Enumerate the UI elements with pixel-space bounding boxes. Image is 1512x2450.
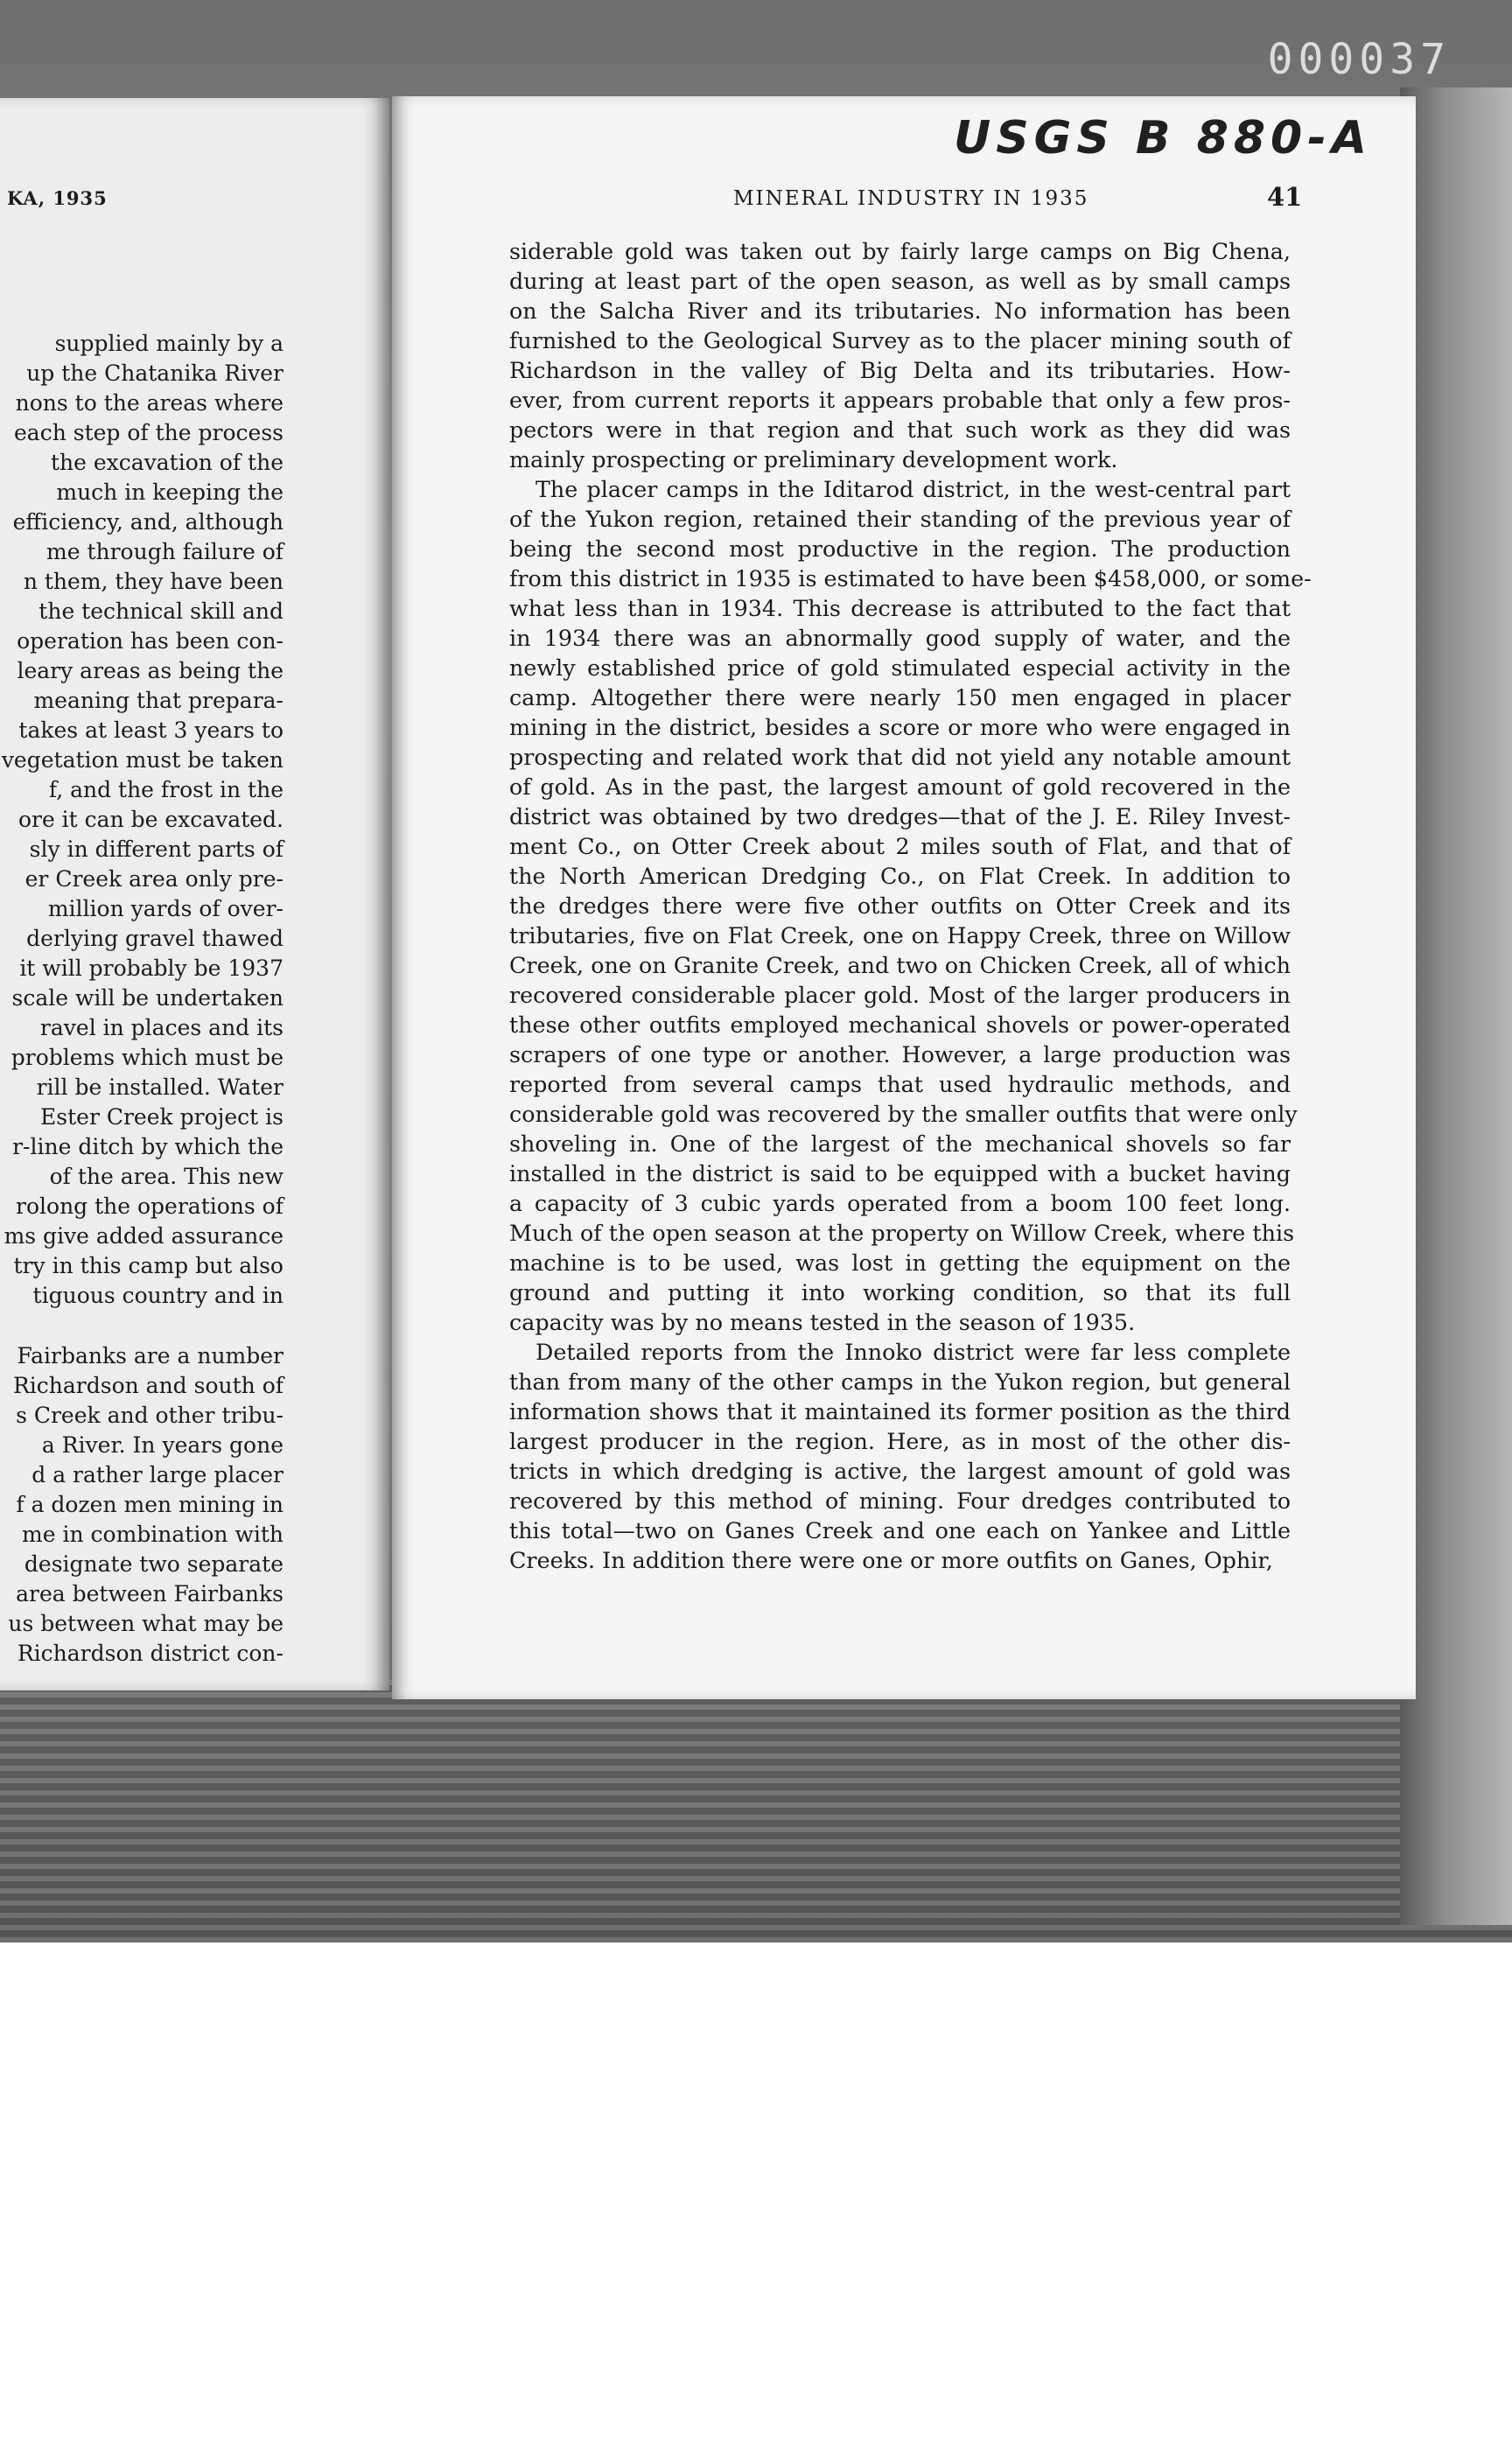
text-line: information shows that it maintained its former position as the third — [509, 1398, 1291, 1424]
text-line: Detailed reports from the Innoko district were far less complete — [536, 1339, 1291, 1365]
text-line: mainly prospecting or preliminary development work. — [509, 446, 1118, 472]
text-line: Richardson in the valley of Big Delta and its tributaries. How- — [509, 357, 1291, 383]
left-page-line: Richardson and south of — [12, 1373, 284, 1398]
left-page-line: me in combination with — [22, 1522, 284, 1547]
text-line: capacity was by no means tested in the season of 1935. — [509, 1309, 1136, 1335]
text-line: during at least part of the open season, as well as by small camps — [509, 268, 1291, 294]
left-page-line — [0, 1311, 284, 1341]
left-page-header: KA, 1935 — [7, 187, 108, 209]
left-page-line: Richardson district con- — [17, 1641, 284, 1666]
body-text — [509, 236, 1312, 1575]
left-page-line: f a dozen men mining in — [16, 1492, 284, 1517]
text-line: what less than in 1934. This decrease is attributed to the fact that — [509, 595, 1291, 621]
left-page-line: the excavation of the — [50, 450, 284, 475]
left-page-line: ore it can be excavated. — [18, 807, 284, 832]
left-page-line: rolong the operations of — [16, 1194, 284, 1219]
text-line: tricts in which dredging is active, the largest amount of gold was — [509, 1458, 1291, 1484]
left-page-line: vegetation must be taken — [1, 747, 284, 773]
text-line: The placer camps in the Iditarod district, in the west-central part — [536, 476, 1291, 502]
left-page-line: leary areas as being the — [17, 658, 284, 683]
left-page-line: sly in different parts of — [29, 836, 284, 862]
left-page-line: up the Chatanika River — [26, 360, 284, 386]
text-line: scrapers of one type or another. However, a large production was — [509, 1041, 1291, 1068]
text-line: being the second most productive in the region. The production — [509, 536, 1291, 562]
left-page-line: scale will be undertaken — [11, 985, 284, 1011]
left-page-line: er Creek area only pre- — [24, 866, 284, 892]
text-line: largest producer in the region. Here, as in most of the other dis- — [509, 1428, 1291, 1454]
left-page-line: problems which must be — [10, 1045, 284, 1070]
text-line: district was obtained by two dredges—that of the J. E. Riley Invest- — [509, 803, 1291, 830]
left-page-line: ms give added assurance — [4, 1223, 284, 1249]
text-line: than from many of the other camps in the Yukon region, but general — [509, 1368, 1291, 1395]
text-line: pectors were in that region and that such work as they did was — [509, 416, 1291, 443]
text-line: from this district in 1935 is estimated to have been $458,000, or some- — [509, 565, 1312, 592]
text-line: a capacity of 3 cubic yards operated from a boom 100 feet long. — [509, 1190, 1291, 1216]
left-page-line: efficiency, and, although — [12, 509, 284, 535]
left-page-line: designate two separate — [24, 1551, 284, 1577]
text-line: Creeks. In addition there were one or more outfits on Ganes, Ophir, — [509, 1547, 1273, 1573]
left-page-line: ravel in places and its — [39, 1015, 284, 1040]
left-page-line: nons to the areas where — [15, 390, 284, 416]
left-page-line: of the area. This new — [49, 1164, 284, 1189]
left-page-line: million yards of over- — [47, 896, 284, 921]
left-facing-page — [0, 98, 389, 1690]
text-line: siderable gold was taken out by fairly large camps on Big Chena, — [509, 238, 1291, 264]
left-page-line: much in keeping the — [56, 480, 284, 505]
text-line: recovered by this method of mining. Four dredges contributed to — [509, 1488, 1291, 1514]
text-line: machine is to be used, was lost in getting the equipment on the — [509, 1250, 1291, 1276]
text-line: prospecting and related work that did not yield any notable amount — [509, 744, 1291, 770]
left-page-line: meaning that prepara- — [33, 688, 284, 713]
text-line: furnished to the Geological Survey as to the placer mining south of — [509, 327, 1291, 354]
text-line: on the Salcha River and its tributaries. No information has been — [509, 298, 1291, 324]
text-line: this total—two on Ganes Creek and one each on Yankee and Little — [509, 1517, 1291, 1544]
text-line: newly established price of gold stimulated especial activity in the — [509, 654, 1291, 681]
text-line: installed in the district is said to be equipped with a bucket having — [509, 1160, 1291, 1186]
text-line: these other outfits employed mechanical shovels or power-operated — [509, 1012, 1291, 1038]
text-line: mining in the district, besides a score or more who were engaged in — [509, 714, 1291, 740]
text-line: Much of the open season at the property on Willow Creek, where this — [509, 1220, 1295, 1246]
text-line: ment Co., on Otter Creek about 2 miles south of Flat, and that of — [509, 833, 1291, 859]
left-page-line: n them, they have been — [23, 569, 284, 594]
left-page-line: me through failure of — [46, 539, 284, 564]
left-page-line: try in this camp but also — [13, 1253, 284, 1278]
text-line: in 1934 there was an abnormally good supply of water, and the — [509, 625, 1291, 651]
text-line: ever, from current reports it appears probable that only a few pros- — [509, 387, 1291, 413]
left-page-line: the technical skill and — [38, 598, 284, 624]
text-line: the North American Dredging Co., on Flat Creek. In addition to — [509, 863, 1291, 889]
text-line: shoveling in. One of the largest of the mechanical shovels so far — [509, 1130, 1291, 1157]
left-page-line: Ester Creek project is — [40, 1104, 284, 1130]
page-number: 41 — [1267, 182, 1303, 212]
left-page-line: us between what may be — [8, 1611, 284, 1636]
text-line: ground and putting it into working condition, so that its full — [509, 1279, 1291, 1306]
text-line: tributaries, five on Flat Creek, one on Happy Creek, three on Willow — [509, 922, 1291, 948]
left-page-line: a River. In years gone — [41, 1432, 284, 1458]
text-line: reported from several camps that used hydraulic methods, and — [509, 1071, 1291, 1097]
left-page-line: takes at least 3 years to — [18, 718, 284, 743]
left-page-line: r-line ditch by which the — [12, 1134, 284, 1159]
left-page-line: rill be installed. Water — [36, 1074, 284, 1100]
scan-stamp-number: 000037 — [1267, 35, 1451, 84]
text-line: of the Yukon region, retained their standing of the previous year of — [509, 506, 1291, 532]
text-line: of gold. As in the past, the largest amount of gold recovered in the — [509, 774, 1291, 800]
left-page-line: area between Fairbanks — [16, 1581, 284, 1606]
left-page-line: it will probably be 1937 — [19, 956, 284, 981]
left-page-line: s Creek and other tribu- — [16, 1403, 284, 1428]
text-line: recovered considerable placer gold. Most of the larger producers in — [509, 982, 1291, 1008]
left-page-line: supplied mainly by a — [54, 331, 284, 356]
right-edge-shadow — [1400, 88, 1512, 1925]
left-page-line: tiguous country and in — [32, 1283, 284, 1308]
left-page-text — [0, 329, 284, 1669]
left-page-line: Fairbanks are a number — [17, 1343, 284, 1368]
handwritten-note: USGS B 880-A — [954, 112, 1373, 164]
text-line: Creek, one on Granite Creek, and two on Chicken Creek, all of which — [509, 952, 1291, 978]
left-page-line: derlying gravel thawed — [26, 926, 284, 951]
left-page-line: operation has been con- — [17, 628, 284, 654]
left-page-line: f, and the frost in the — [48, 777, 284, 802]
text-line: considerable gold was recovered by the smaller outfits that were only — [509, 1101, 1298, 1127]
text-line: camp. Altogether there were nearly 150 men engaged in placer — [509, 684, 1291, 710]
text-line: the dredges there were five other outfits on Otter Creek and its — [509, 892, 1291, 919]
left-page-line: d a rather large placer — [32, 1462, 284, 1488]
left-page-line: each step of the process — [14, 420, 284, 445]
running-head: MINERAL INDUSTRY IN 1935 — [733, 187, 1089, 210]
